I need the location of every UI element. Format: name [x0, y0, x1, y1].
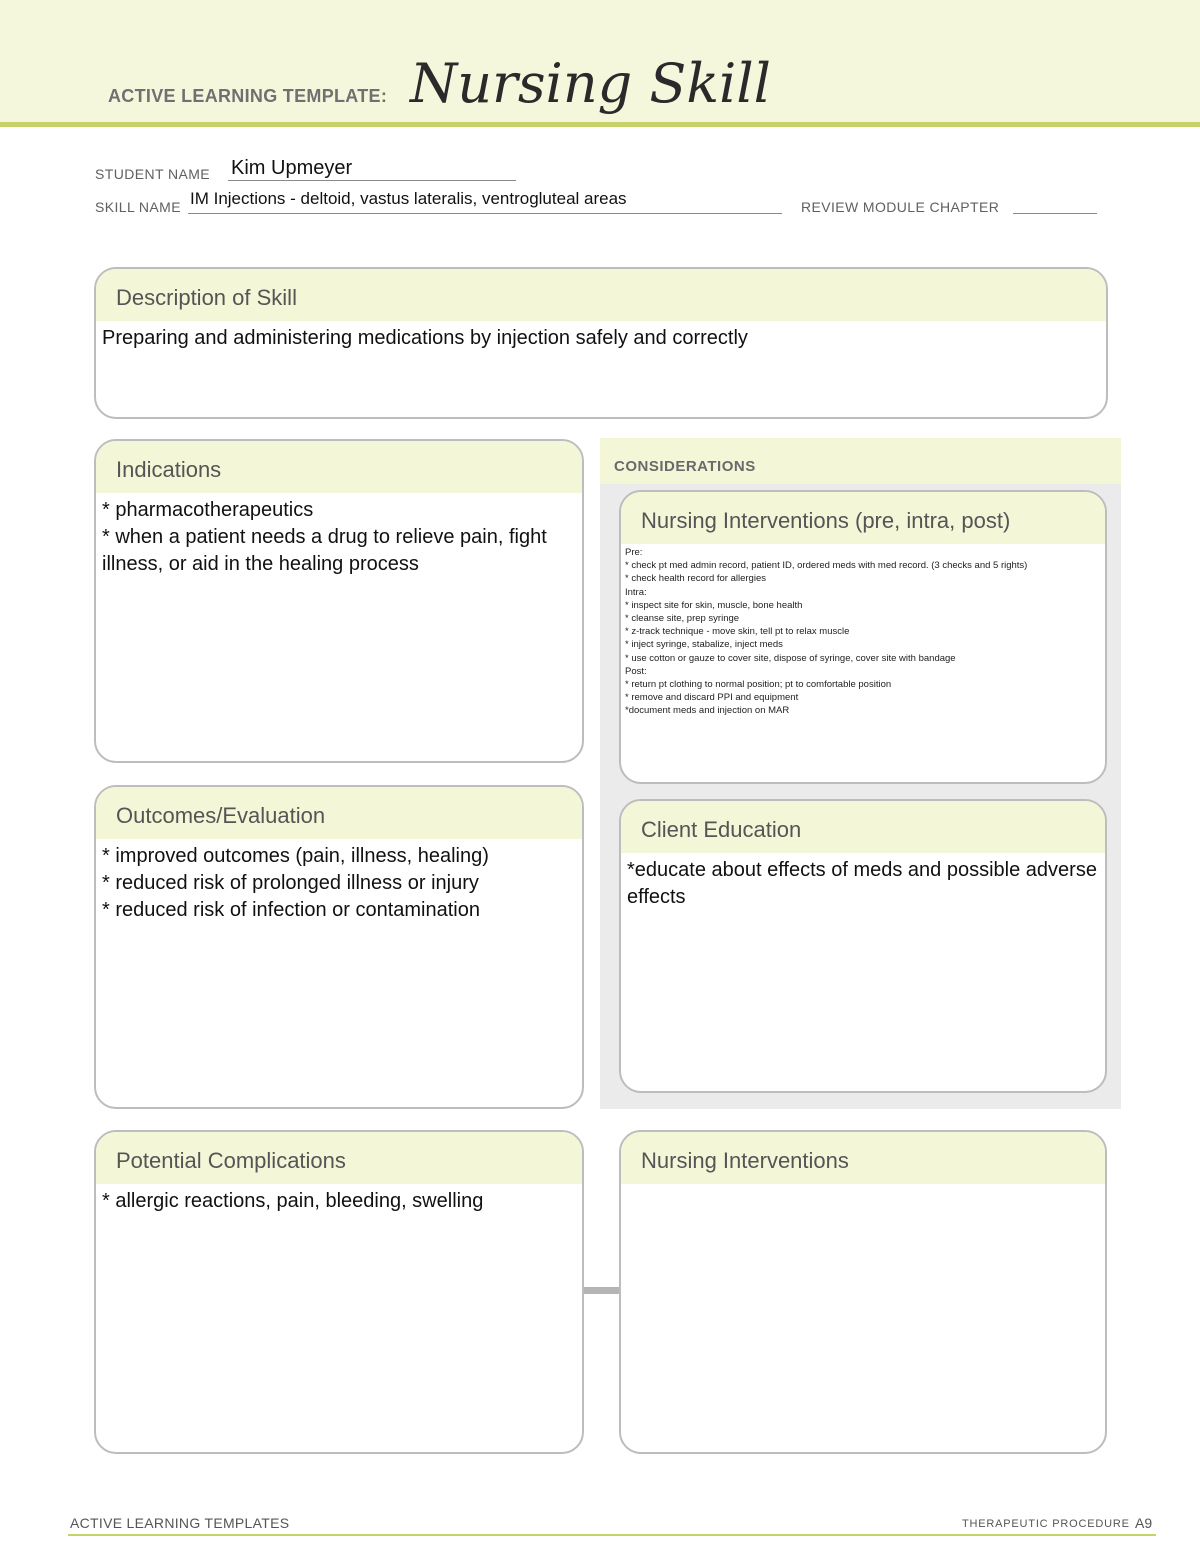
skill-name-line	[188, 213, 782, 214]
review-module-label: REVIEW MODULE CHAPTER	[801, 199, 1000, 215]
description-box	[94, 267, 1108, 419]
nursing-interventions-heading: Nursing Interventions	[621, 1132, 1105, 1184]
header-rule	[0, 122, 1200, 127]
outcomes-text[interactable]: * improved outcomes (pain, illness, healing) * reduced risk of prolonged illness or injury * reduced risk of infection or contamination	[102, 845, 489, 921]
nursing-interventions-box	[619, 1130, 1107, 1454]
client-education-heading: Client Education	[621, 801, 1105, 853]
student-name-label: STUDENT NAME	[95, 166, 210, 182]
skill-name-field[interactable]: IM Injections - deltoid, vastus lateralis, ventrogluteal areas	[190, 189, 627, 208]
template-label: ACTIVE LEARNING TEMPLATE:	[108, 86, 388, 106]
description-heading: Description of Skill	[96, 269, 1106, 321]
footer-right-label: THERAPEUTIC PROCEDURE	[962, 1518, 1130, 1530]
description-text[interactable]: Preparing and administering medications by injection safely and correctly	[102, 327, 748, 349]
outcomes-heading: Outcomes/Evaluation	[96, 787, 582, 839]
nursing-interventions-text[interactable]	[621, 1184, 1105, 1192]
considerations-heading: CONSIDERATIONS	[614, 458, 756, 475]
outcomes-box	[94, 785, 584, 1109]
student-name-field[interactable]: Kim Upmeyer	[231, 157, 353, 179]
indications-box	[94, 439, 584, 763]
complications-text[interactable]: * allergic reactions, pain, bleeding, swelling	[102, 1190, 484, 1212]
client-education-text[interactable]: *educate about effects of meds and possible adverse effects	[627, 859, 1097, 908]
complications-heading: Potential Complications	[96, 1132, 582, 1184]
complications-box	[94, 1130, 584, 1454]
client-education-box	[619, 799, 1107, 1093]
review-module-field[interactable]	[1013, 213, 1097, 214]
box-connector	[584, 1287, 620, 1294]
footer-left-label: ACTIVE LEARNING TEMPLATES	[70, 1515, 290, 1531]
student-name-line	[228, 180, 516, 181]
footer-page-number: A9	[1135, 1515, 1153, 1531]
indications-text[interactable]: * pharmacotherapeutics * when a patient needs a drug to relieve pain, fight illness, or aid in the healing process	[102, 499, 547, 575]
nursing-interventions-ppp-heading: Nursing Interventions (pre, intra, post)	[621, 492, 1105, 544]
page-title: Nursing Skill	[410, 52, 771, 115]
indications-heading: Indications	[96, 441, 582, 493]
nursing-interventions-ppp-box	[619, 490, 1107, 784]
skill-name-label: SKILL NAME	[95, 199, 181, 215]
footer-rule	[68, 1534, 1156, 1536]
nursing-interventions-ppp-text[interactable]: Pre: * check pt med admin record, patient ID, ordered meds with med record. (3 checks and 5 rights) * check health record for allergies Intra: * inspect site for skin, muscle, bone health * cleanse site, prep syringe * z-track technique - move skin, tell pt to relax muscle * inject syringe, stabalize, inject meds * use cotton or gauze to cover site, dispose of syringe, cover site with bandage Post: * return pt clothing to normal position; pt to comfortable position * remove and discard PPI and equipment *document meds and injection on MAR	[625, 547, 1028, 717]
